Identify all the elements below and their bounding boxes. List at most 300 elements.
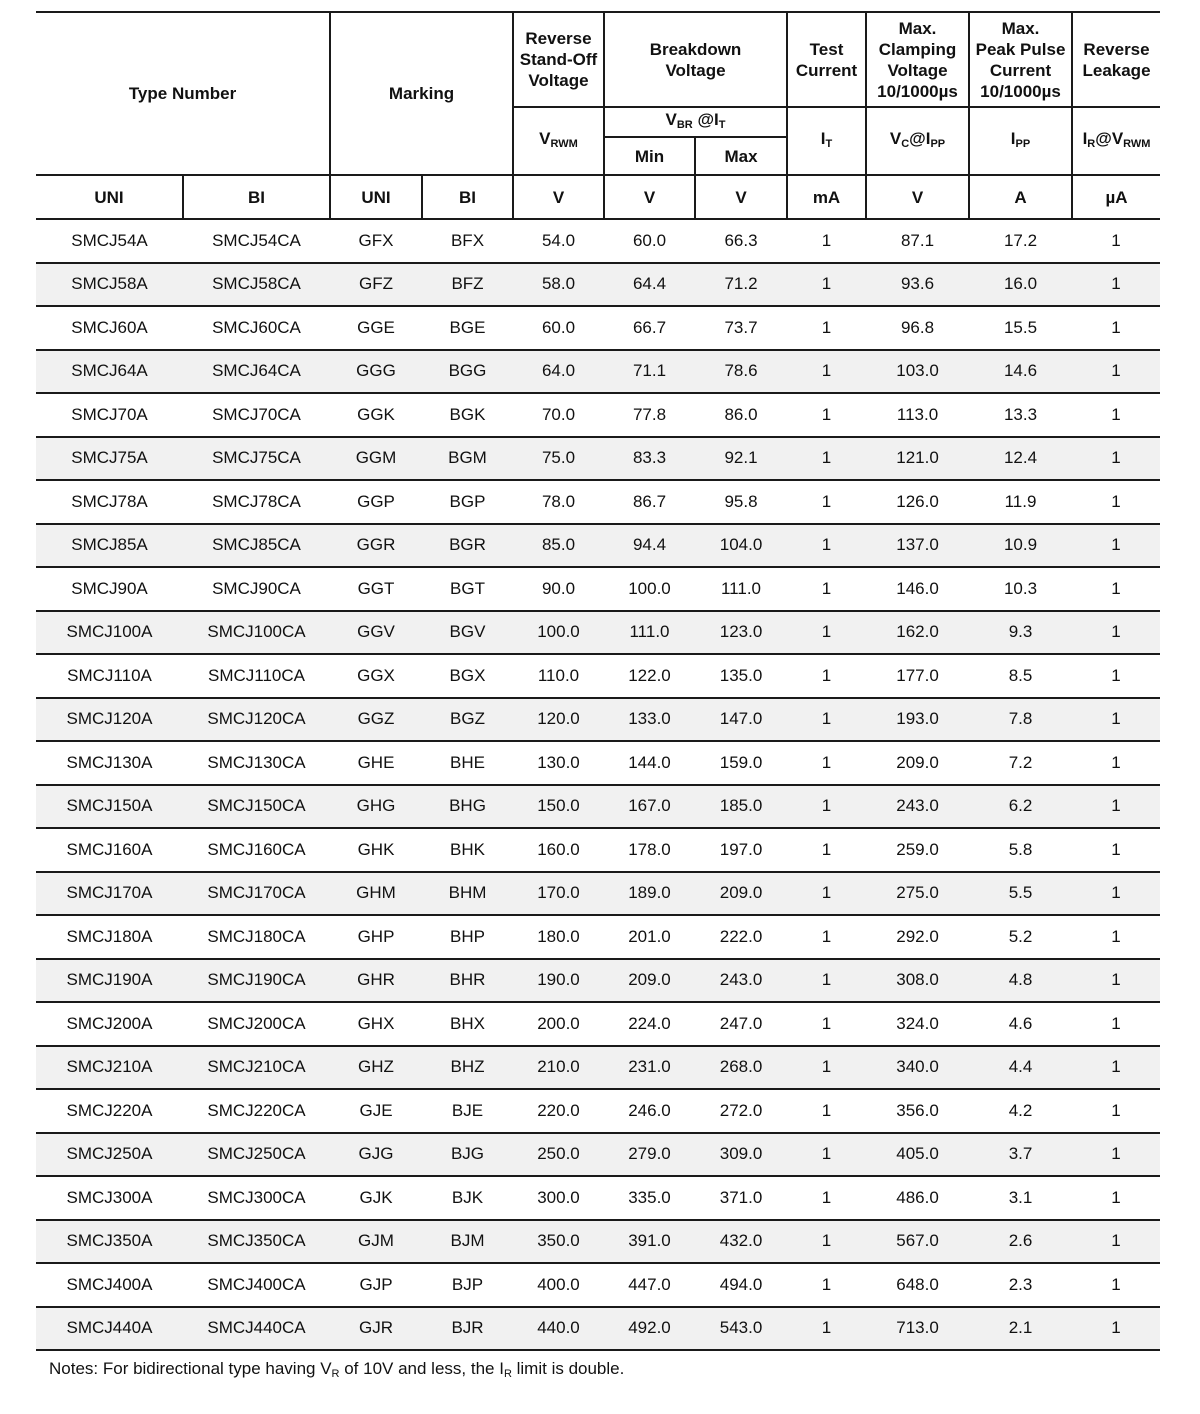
cell-reverse-leakage: 1 — [1072, 393, 1160, 437]
cell-peak-pulse-current: 16.0 — [969, 263, 1072, 307]
cell-vbr-max: 147.0 — [695, 698, 787, 742]
cell-vbr-min: 64.4 — [604, 263, 695, 307]
cell-vbr-min: 189.0 — [604, 872, 695, 916]
symbol-it: $I_T$ — [787, 107, 866, 175]
cell-bi-type: SMCJ60CA — [183, 306, 330, 350]
cell-vbr-max: 185.0 — [695, 785, 787, 829]
cell-test-current: 1 — [787, 785, 866, 829]
cell-test-current: 1 — [787, 393, 866, 437]
cell-peak-pulse-current: 9.3 — [969, 611, 1072, 655]
cell-vrwm: 120.0 — [513, 698, 604, 742]
cell-reverse-leakage: 1 — [1072, 915, 1160, 959]
cell-vbr-min: 447.0 — [604, 1263, 695, 1307]
cell-clamping-voltage: 93.6 — [866, 263, 969, 307]
cell-bi-type: SMCJ200CA — [183, 1002, 330, 1046]
cell-vbr-min: 335.0 — [604, 1176, 695, 1220]
cell-peak-pulse-current: 4.6 — [969, 1002, 1072, 1046]
cell-uni-type: SMCJ90A — [36, 567, 183, 611]
table-row — [36, 306, 1160, 350]
cell-bi-marking: BGX — [422, 654, 513, 698]
cell-peak-pulse-current: 4.4 — [969, 1046, 1072, 1090]
table-row — [36, 741, 1160, 785]
cell-bi-marking: BGM — [422, 437, 513, 481]
table-row — [36, 872, 1160, 916]
cell-vbr-min: 246.0 — [604, 1089, 695, 1133]
cell-peak-pulse-current: 4.2 — [969, 1089, 1072, 1133]
cell-peak-pulse-current: 10.3 — [969, 567, 1072, 611]
header-max: Max — [695, 137, 787, 175]
cell-peak-pulse-current: 3.7 — [969, 1133, 1072, 1177]
unit-cell: V — [513, 175, 604, 219]
cell-peak-pulse-current: 10.9 — [969, 524, 1072, 568]
cell-reverse-leakage: 1 — [1072, 785, 1160, 829]
cell-test-current: 1 — [787, 1133, 866, 1177]
header-max-peak-pulse-current: Max. Peak Pulse Current 10/1000µs — [969, 12, 1072, 107]
cell-bi-type: SMCJ64CA — [183, 350, 330, 394]
cell-uni-type: SMCJ85A — [36, 524, 183, 568]
table-row — [36, 524, 1160, 568]
cell-uni-marking: GGK — [330, 393, 422, 437]
cell-vrwm: 150.0 — [513, 785, 604, 829]
cell-test-current: 1 — [787, 437, 866, 481]
table-row — [36, 1046, 1160, 1090]
unit-cell: V — [695, 175, 787, 219]
cell-clamping-voltage: 405.0 — [866, 1133, 969, 1177]
cell-vbr-max: 247.0 — [695, 1002, 787, 1046]
cell-peak-pulse-current: 4.8 — [969, 959, 1072, 1003]
notes-text: Notes: For bidirectional type having $V_R$ of 10V and less, the $I_R$ limit is double. — [49, 1359, 625, 1380]
cell-reverse-leakage: 1 — [1072, 611, 1160, 655]
cell-test-current: 1 — [787, 219, 866, 263]
cell-uni-marking: GJG — [330, 1133, 422, 1177]
cell-uni-marking: GFZ — [330, 263, 422, 307]
symbol-ipp: $I_{PP}$ — [969, 107, 1072, 175]
cell-reverse-leakage: 1 — [1072, 1133, 1160, 1177]
cell-bi-marking: BHP — [422, 915, 513, 959]
header-test-current: Test Current — [787, 12, 866, 107]
cell-vbr-max: 78.6 — [695, 350, 787, 394]
cell-vbr-min: 201.0 — [604, 915, 695, 959]
cell-bi-type: SMCJ110CA — [183, 654, 330, 698]
cell-vrwm: 250.0 — [513, 1133, 604, 1177]
cell-vrwm: 58.0 — [513, 263, 604, 307]
cell-uni-marking: GGT — [330, 567, 422, 611]
cell-vrwm: 110.0 — [513, 654, 604, 698]
cell-bi-marking: BJK — [422, 1176, 513, 1220]
cell-bi-marking: BGV — [422, 611, 513, 655]
cell-uni-type: SMCJ250A — [36, 1133, 183, 1177]
header-marking: Marking — [330, 12, 513, 175]
cell-uni-marking: GHP — [330, 915, 422, 959]
cell-clamping-voltage: 193.0 — [866, 698, 969, 742]
cell-clamping-voltage: 340.0 — [866, 1046, 969, 1090]
cell-test-current: 1 — [787, 567, 866, 611]
cell-reverse-leakage: 1 — [1072, 1002, 1160, 1046]
cell-test-current: 1 — [787, 1220, 866, 1264]
cell-clamping-voltage: 648.0 — [866, 1263, 969, 1307]
cell-uni-type: SMCJ160A — [36, 828, 183, 872]
cell-test-current: 1 — [787, 263, 866, 307]
cell-clamping-voltage: 486.0 — [866, 1176, 969, 1220]
cell-vrwm: 100.0 — [513, 611, 604, 655]
table-row — [36, 219, 1160, 263]
cell-peak-pulse-current: 2.3 — [969, 1263, 1072, 1307]
cell-bi-type: SMCJ220CA — [183, 1089, 330, 1133]
cell-vbr-max: 432.0 — [695, 1220, 787, 1264]
cell-bi-marking: BHM — [422, 872, 513, 916]
cell-bi-marking: BGG — [422, 350, 513, 394]
table-row — [36, 1220, 1160, 1264]
cell-bi-marking: BJM — [422, 1220, 513, 1264]
cell-uni-type: SMCJ70A — [36, 393, 183, 437]
cell-uni-marking: GGZ — [330, 698, 422, 742]
cell-clamping-voltage: 567.0 — [866, 1220, 969, 1264]
cell-test-current: 1 — [787, 741, 866, 785]
cell-vbr-max: 95.8 — [695, 480, 787, 524]
cell-clamping-voltage: 126.0 — [866, 480, 969, 524]
cell-reverse-leakage: 1 — [1072, 1089, 1160, 1133]
table-row — [36, 611, 1160, 655]
unit-cell: BI — [183, 175, 330, 219]
cell-bi-marking: BJE — [422, 1089, 513, 1133]
cell-uni-type: SMCJ75A — [36, 437, 183, 481]
cell-reverse-leakage: 1 — [1072, 524, 1160, 568]
cell-vbr-min: 100.0 — [604, 567, 695, 611]
cell-bi-type: SMCJ190CA — [183, 959, 330, 1003]
cell-vbr-max: 309.0 — [695, 1133, 787, 1177]
cell-clamping-voltage: 713.0 — [866, 1307, 969, 1351]
cell-clamping-voltage: 146.0 — [866, 567, 969, 611]
cell-vrwm: 64.0 — [513, 350, 604, 394]
cell-bi-type: SMCJ130CA — [183, 741, 330, 785]
cell-vbr-max: 73.7 — [695, 306, 787, 350]
cell-test-current: 1 — [787, 698, 866, 742]
cell-uni-type: SMCJ100A — [36, 611, 183, 655]
cell-bi-type: SMCJ70CA — [183, 393, 330, 437]
cell-bi-type: SMCJ440CA — [183, 1307, 330, 1351]
cell-vbr-min: 279.0 — [604, 1133, 695, 1177]
cell-vrwm: 78.0 — [513, 480, 604, 524]
cell-bi-type: SMCJ120CA — [183, 698, 330, 742]
cell-reverse-leakage: 1 — [1072, 741, 1160, 785]
cell-reverse-leakage: 1 — [1072, 828, 1160, 872]
cell-uni-marking: GJR — [330, 1307, 422, 1351]
cell-peak-pulse-current: 3.1 — [969, 1176, 1072, 1220]
cell-clamping-voltage: 275.0 — [866, 872, 969, 916]
cell-test-current: 1 — [787, 611, 866, 655]
cell-vbr-max: 86.0 — [695, 393, 787, 437]
cell-peak-pulse-current: 2.6 — [969, 1220, 1072, 1264]
cell-uni-type: SMCJ130A — [36, 741, 183, 785]
cell-uni-type: SMCJ210A — [36, 1046, 183, 1090]
cell-vbr-max: 371.0 — [695, 1176, 787, 1220]
table-row — [36, 1263, 1160, 1307]
cell-peak-pulse-current: 5.8 — [969, 828, 1072, 872]
cell-uni-marking: GGM — [330, 437, 422, 481]
cell-clamping-voltage: 209.0 — [866, 741, 969, 785]
cell-uni-type: SMCJ190A — [36, 959, 183, 1003]
symbol-vc-ipp: $V_C@I_{PP}$ — [866, 107, 969, 175]
cell-bi-marking: BHK — [422, 828, 513, 872]
cell-clamping-voltage: 308.0 — [866, 959, 969, 1003]
cell-uni-type: SMCJ200A — [36, 1002, 183, 1046]
cell-vbr-min: 144.0 — [604, 741, 695, 785]
electrical-characteristics-table — [36, 11, 1160, 1351]
cell-uni-type: SMCJ58A — [36, 263, 183, 307]
cell-uni-type: SMCJ78A — [36, 480, 183, 524]
cell-bi-marking: BFX — [422, 219, 513, 263]
cell-reverse-leakage: 1 — [1072, 1263, 1160, 1307]
cell-vrwm: 200.0 — [513, 1002, 604, 1046]
cell-reverse-leakage: 1 — [1072, 1176, 1160, 1220]
cell-vbr-min: 492.0 — [604, 1307, 695, 1351]
cell-uni-type: SMCJ220A — [36, 1089, 183, 1133]
cell-uni-marking: GHK — [330, 828, 422, 872]
cell-uni-marking: GJE — [330, 1089, 422, 1133]
table-row — [36, 1133, 1160, 1177]
cell-peak-pulse-current: 6.2 — [969, 785, 1072, 829]
cell-vbr-min: 111.0 — [604, 611, 695, 655]
table-row — [36, 393, 1160, 437]
cell-bi-marking: BHE — [422, 741, 513, 785]
unit-cell: UNI — [330, 175, 422, 219]
cell-uni-type: SMCJ64A — [36, 350, 183, 394]
cell-bi-type: SMCJ160CA — [183, 828, 330, 872]
cell-peak-pulse-current: 12.4 — [969, 437, 1072, 481]
cell-vrwm: 220.0 — [513, 1089, 604, 1133]
cell-vbr-min: 83.3 — [604, 437, 695, 481]
cell-peak-pulse-current: 8.5 — [969, 654, 1072, 698]
table-row — [36, 915, 1160, 959]
cell-vbr-max: 268.0 — [695, 1046, 787, 1090]
cell-vbr-min: 94.4 — [604, 524, 695, 568]
symbol-vbr-it: $V_{BR}$ $@I_T$ — [604, 107, 787, 137]
cell-vbr-max: 111.0 — [695, 567, 787, 611]
cell-bi-marking: BGK — [422, 393, 513, 437]
table-row — [36, 437, 1160, 481]
cell-uni-marking: GHZ — [330, 1046, 422, 1090]
cell-test-current: 1 — [787, 306, 866, 350]
cell-vbr-min: 71.1 — [604, 350, 695, 394]
cell-vbr-max: 243.0 — [695, 959, 787, 1003]
cell-test-current: 1 — [787, 1263, 866, 1307]
cell-vbr-min: 224.0 — [604, 1002, 695, 1046]
cell-clamping-voltage: 324.0 — [866, 1002, 969, 1046]
cell-vrwm: 75.0 — [513, 437, 604, 481]
header-max-clamping-voltage: Max. Clamping Voltage 10/1000µs — [866, 12, 969, 107]
cell-test-current: 1 — [787, 1046, 866, 1090]
table-row — [36, 480, 1160, 524]
cell-uni-marking: GGV — [330, 611, 422, 655]
cell-test-current: 1 — [787, 1089, 866, 1133]
cell-uni-marking: GJK — [330, 1176, 422, 1220]
cell-test-current: 1 — [787, 1176, 866, 1220]
cell-peak-pulse-current: 11.9 — [969, 480, 1072, 524]
cell-uni-marking: GHE — [330, 741, 422, 785]
cell-bi-marking: BFZ — [422, 263, 513, 307]
cell-vrwm: 90.0 — [513, 567, 604, 611]
cell-reverse-leakage: 1 — [1072, 350, 1160, 394]
cell-vbr-min: 133.0 — [604, 698, 695, 742]
cell-vbr-min: 66.7 — [604, 306, 695, 350]
cell-clamping-voltage: 137.0 — [866, 524, 969, 568]
cell-bi-type: SMCJ350CA — [183, 1220, 330, 1264]
cell-vbr-min: 231.0 — [604, 1046, 695, 1090]
table-row — [36, 350, 1160, 394]
cell-clamping-voltage: 96.8 — [866, 306, 969, 350]
cell-vrwm: 180.0 — [513, 915, 604, 959]
cell-reverse-leakage: 1 — [1072, 1220, 1160, 1264]
table-row — [36, 1176, 1160, 1220]
unit-cell: V — [866, 175, 969, 219]
cell-bi-type: SMCJ180CA — [183, 915, 330, 959]
cell-uni-marking: GGX — [330, 654, 422, 698]
cell-vrwm: 54.0 — [513, 219, 604, 263]
cell-uni-marking: GHM — [330, 872, 422, 916]
header-min: Min — [604, 137, 695, 175]
cell-uni-type: SMCJ400A — [36, 1263, 183, 1307]
unit-cell: µA — [1072, 175, 1160, 219]
cell-vbr-max: 104.0 — [695, 524, 787, 568]
table-row — [36, 698, 1160, 742]
cell-vrwm: 70.0 — [513, 393, 604, 437]
cell-peak-pulse-current: 5.2 — [969, 915, 1072, 959]
symbol-vrwm: $V_{RWM}$ — [513, 107, 604, 175]
header-breakdown-voltage: Breakdown Voltage — [604, 12, 787, 107]
cell-reverse-leakage: 1 — [1072, 1307, 1160, 1351]
cell-bi-marking: BGZ — [422, 698, 513, 742]
cell-vbr-max: 272.0 — [695, 1089, 787, 1133]
cell-uni-type: SMCJ110A — [36, 654, 183, 698]
table-row — [36, 263, 1160, 307]
cell-uni-marking: GJP — [330, 1263, 422, 1307]
cell-bi-type: SMCJ54CA — [183, 219, 330, 263]
cell-vrwm: 300.0 — [513, 1176, 604, 1220]
cell-uni-marking: GJM — [330, 1220, 422, 1264]
cell-bi-marking: BGT — [422, 567, 513, 611]
cell-peak-pulse-current: 7.2 — [969, 741, 1072, 785]
cell-bi-type: SMCJ210CA — [183, 1046, 330, 1090]
cell-bi-type: SMCJ85CA — [183, 524, 330, 568]
cell-uni-type: SMCJ180A — [36, 915, 183, 959]
cell-vbr-min: 77.8 — [604, 393, 695, 437]
cell-test-current: 1 — [787, 1002, 866, 1046]
cell-clamping-voltage: 177.0 — [866, 654, 969, 698]
cell-vbr-min: 391.0 — [604, 1220, 695, 1264]
cell-bi-marking: BJG — [422, 1133, 513, 1177]
table-row — [36, 567, 1160, 611]
cell-test-current: 1 — [787, 915, 866, 959]
cell-peak-pulse-current: 7.8 — [969, 698, 1072, 742]
cell-uni-marking: GGP — [330, 480, 422, 524]
cell-bi-type: SMCJ75CA — [183, 437, 330, 481]
cell-vrwm: 210.0 — [513, 1046, 604, 1090]
cell-bi-type: SMCJ58CA — [183, 263, 330, 307]
cell-test-current: 1 — [787, 480, 866, 524]
cell-clamping-voltage: 292.0 — [866, 915, 969, 959]
cell-vbr-min: 209.0 — [604, 959, 695, 1003]
cell-peak-pulse-current: 2.1 — [969, 1307, 1072, 1351]
cell-vrwm: 440.0 — [513, 1307, 604, 1351]
cell-clamping-voltage: 103.0 — [866, 350, 969, 394]
cell-vrwm: 85.0 — [513, 524, 604, 568]
cell-clamping-voltage: 162.0 — [866, 611, 969, 655]
cell-peak-pulse-current: 15.5 — [969, 306, 1072, 350]
unit-cell: V — [604, 175, 695, 219]
cell-bi-marking: BHZ — [422, 1046, 513, 1090]
cell-vrwm: 170.0 — [513, 872, 604, 916]
cell-bi-marking: BHR — [422, 959, 513, 1003]
cell-bi-type: SMCJ250CA — [183, 1133, 330, 1177]
cell-vbr-max: 494.0 — [695, 1263, 787, 1307]
cell-vrwm: 160.0 — [513, 828, 604, 872]
unit-cell: A — [969, 175, 1072, 219]
cell-reverse-leakage: 1 — [1072, 1046, 1160, 1090]
header-type-number: Type Number — [36, 12, 330, 175]
cell-vbr-max: 92.1 — [695, 437, 787, 481]
cell-bi-type: SMCJ150CA — [183, 785, 330, 829]
cell-uni-type: SMCJ150A — [36, 785, 183, 829]
cell-vrwm: 400.0 — [513, 1263, 604, 1307]
cell-vrwm: 190.0 — [513, 959, 604, 1003]
cell-vbr-max: 123.0 — [695, 611, 787, 655]
cell-peak-pulse-current: 13.3 — [969, 393, 1072, 437]
cell-test-current: 1 — [787, 959, 866, 1003]
cell-bi-marking: BGR — [422, 524, 513, 568]
cell-uni-type: SMCJ170A — [36, 872, 183, 916]
cell-vbr-min: 60.0 — [604, 219, 695, 263]
symbol-ir-vrwm: $I_R@V_{RWM}$ — [1072, 107, 1160, 175]
cell-bi-type: SMCJ400CA — [183, 1263, 330, 1307]
cell-uni-type: SMCJ60A — [36, 306, 183, 350]
cell-reverse-leakage: 1 — [1072, 480, 1160, 524]
cell-bi-marking: BHX — [422, 1002, 513, 1046]
cell-bi-type: SMCJ100CA — [183, 611, 330, 655]
unit-cell: UNI — [36, 175, 183, 219]
table-row — [36, 654, 1160, 698]
cell-bi-marking: BHG — [422, 785, 513, 829]
cell-clamping-voltage: 243.0 — [866, 785, 969, 829]
units-row — [36, 175, 1160, 219]
cell-uni-type: SMCJ350A — [36, 1220, 183, 1264]
cell-uni-marking: GHX — [330, 1002, 422, 1046]
cell-vbr-min: 178.0 — [604, 828, 695, 872]
cell-vrwm: 350.0 — [513, 1220, 604, 1264]
table-row — [36, 1307, 1160, 1351]
cell-reverse-leakage: 1 — [1072, 306, 1160, 350]
cell-bi-marking: BGP — [422, 480, 513, 524]
cell-vbr-max: 543.0 — [695, 1307, 787, 1351]
unit-cell: BI — [422, 175, 513, 219]
cell-clamping-voltage: 356.0 — [866, 1089, 969, 1133]
cell-bi-marking: BGE — [422, 306, 513, 350]
cell-bi-marking: BJR — [422, 1307, 513, 1351]
cell-uni-marking: GGE — [330, 306, 422, 350]
table-row — [36, 1002, 1160, 1046]
cell-test-current: 1 — [787, 350, 866, 394]
cell-vrwm: 60.0 — [513, 306, 604, 350]
cell-vbr-max: 159.0 — [695, 741, 787, 785]
cell-clamping-voltage: 259.0 — [866, 828, 969, 872]
header-reverse-leakage: Reverse Leakage — [1072, 12, 1160, 107]
cell-reverse-leakage: 1 — [1072, 263, 1160, 307]
cell-reverse-leakage: 1 — [1072, 698, 1160, 742]
cell-vrwm: 130.0 — [513, 741, 604, 785]
cell-test-current: 1 — [787, 524, 866, 568]
cell-test-current: 1 — [787, 828, 866, 872]
cell-vbr-max: 66.3 — [695, 219, 787, 263]
cell-reverse-leakage: 1 — [1072, 959, 1160, 1003]
